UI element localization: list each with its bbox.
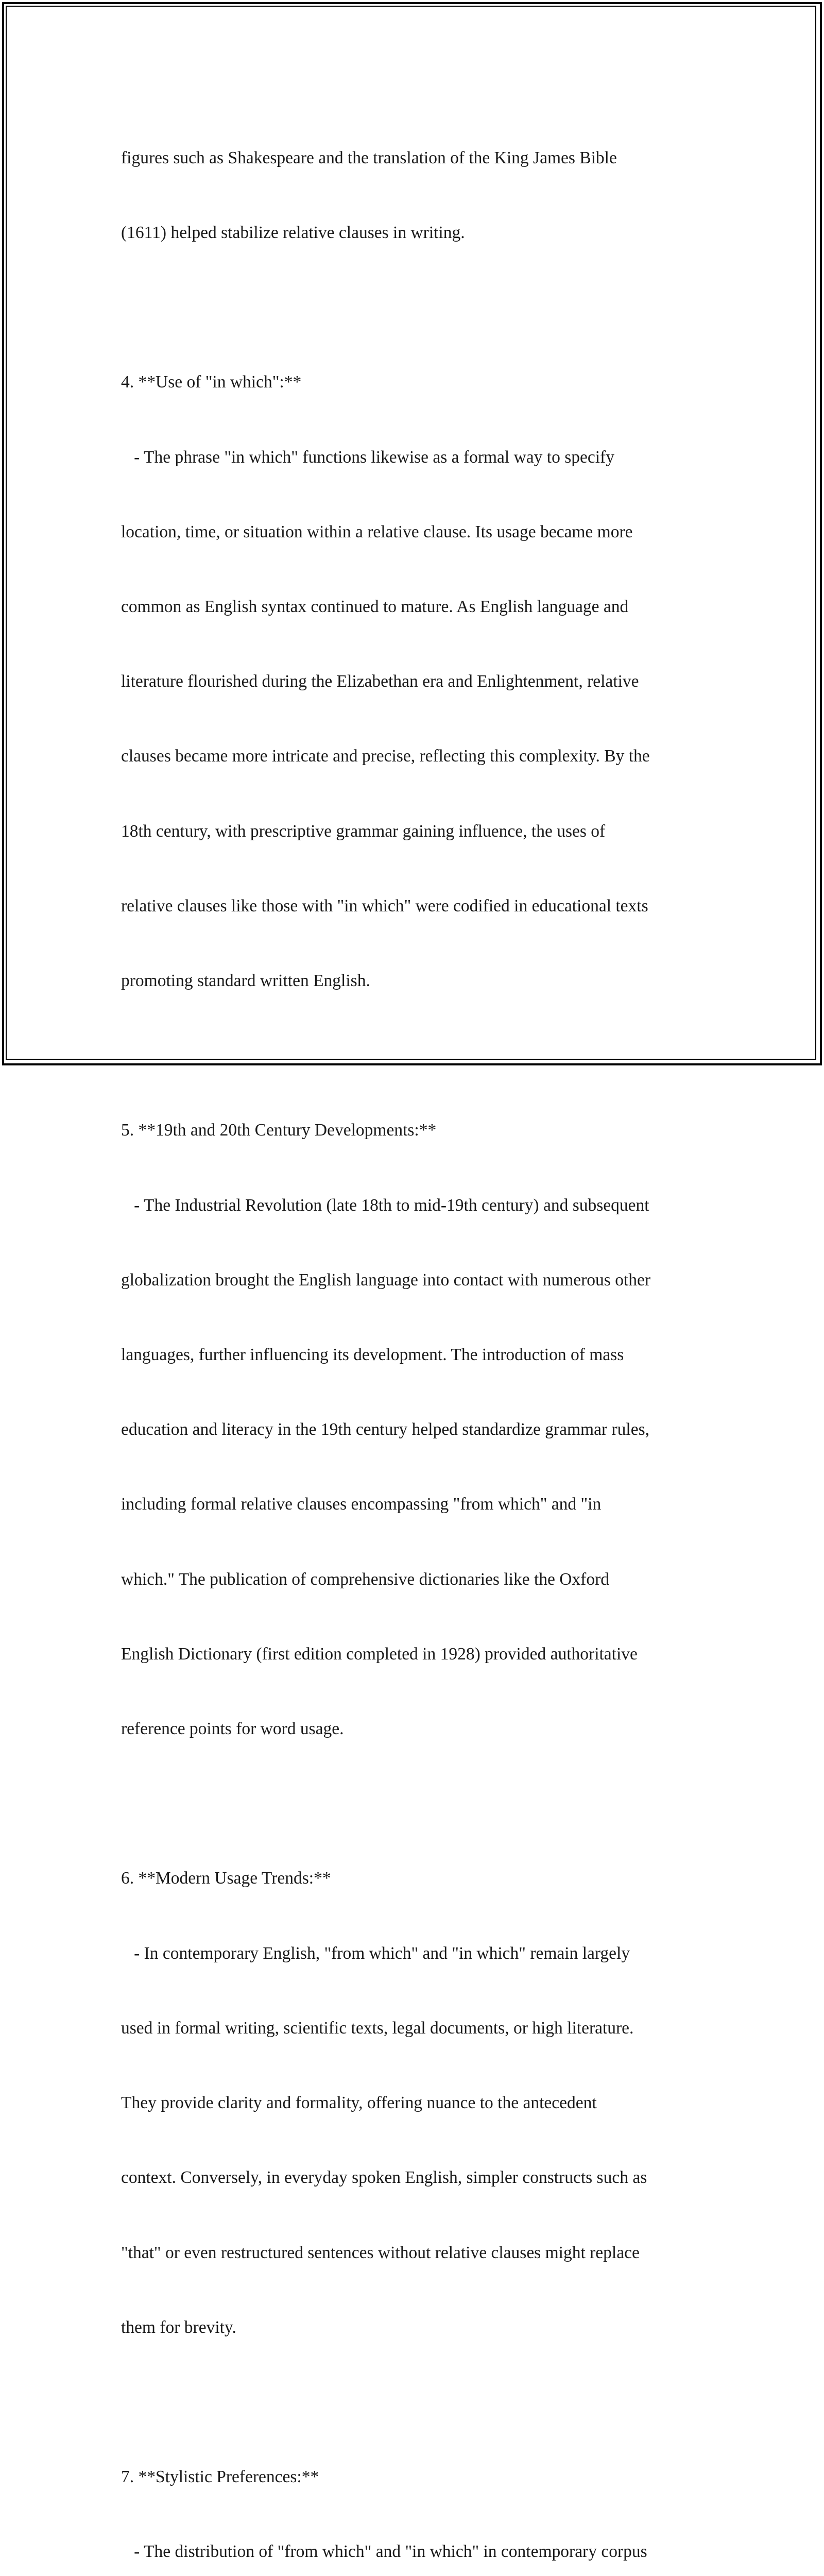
document-body <box>121 96 708 2576</box>
text-line: promoting standard written English. <box>121 971 370 991</box>
text-line: literature flourished during the Elizabethan era and Enlightenment, relative <box>121 672 639 691</box>
text-line: - The Industrial Revolution (late 18th to mid-19th century) and subsequent <box>121 1195 649 1215</box>
text-line: clauses became more intricate and precise, reflecting this complexity. By the <box>121 747 650 766</box>
text-line: education and literacy in the 19th century helped standardize grammar rules, <box>121 1420 650 1439</box>
section-heading: 5. **19th and 20th Century Developments:** <box>121 1121 437 1140</box>
text-line: used in formal writing, scientific texts, legal documents, or high literature. <box>121 2018 634 2038</box>
text-line: languages, further influencing its development. The introduction of mass <box>121 1345 624 1365</box>
text-line: reference points for word usage. <box>121 1719 344 1739</box>
text-line: location, time, or situation within a relative clause. Its usage became more <box>121 522 633 541</box>
blank-line <box>121 2390 708 2415</box>
blank-line <box>121 1043 708 1068</box>
text-line: including formal relative clauses encompassing "from which" and "in <box>121 1495 602 1514</box>
text-line: English Dictionary (first edition completed in 1928) provided authoritative <box>121 1644 638 1664</box>
text-line: - In contemporary English, "from which" and "in which" remain largely <box>121 1943 630 1963</box>
text-line: context. Conversely, in everyday spoken English, simpler constructs such as <box>121 2168 647 2188</box>
text-line: - The phrase "in which" functions likewise as a formal way to specify <box>121 447 614 467</box>
blank-line <box>121 295 708 320</box>
text-line: They provide clarity and formality, offering nuance to the antecedent <box>121 2093 597 2113</box>
text-line: common as English syntax continued to mature. As English language and <box>121 597 629 617</box>
text-line: "that" or even restructured sentences without relative clauses might replace <box>121 2243 640 2262</box>
blank-line <box>121 1791 708 1816</box>
section-heading: 6. **Modern Usage Trends:** <box>121 1869 331 1888</box>
text-line: figures such as Shakespeare and the translation of the King James Bible <box>121 148 617 167</box>
section-heading: 4. **Use of "in which":** <box>121 372 302 392</box>
text-line: - The distribution of "from which" and "in which" in contemporary corpus <box>121 2542 647 2562</box>
section-heading: 7. **Stylistic Preferences:** <box>121 2467 319 2487</box>
text-line: globalization brought the English language into contact with numerous other <box>121 1270 651 1290</box>
text-line: them for brevity. <box>121 2317 236 2337</box>
text-line: relative clauses like those with "in which" were codified in educational texts <box>121 896 648 916</box>
text-line: 18th century, with prescriptive grammar gaining influence, the uses of <box>121 821 606 841</box>
text-line: which." The publication of comprehensive dictionaries like the Oxford <box>121 1569 609 1589</box>
text-line: (1611) helped stabilize relative clauses in writing. <box>121 223 465 243</box>
